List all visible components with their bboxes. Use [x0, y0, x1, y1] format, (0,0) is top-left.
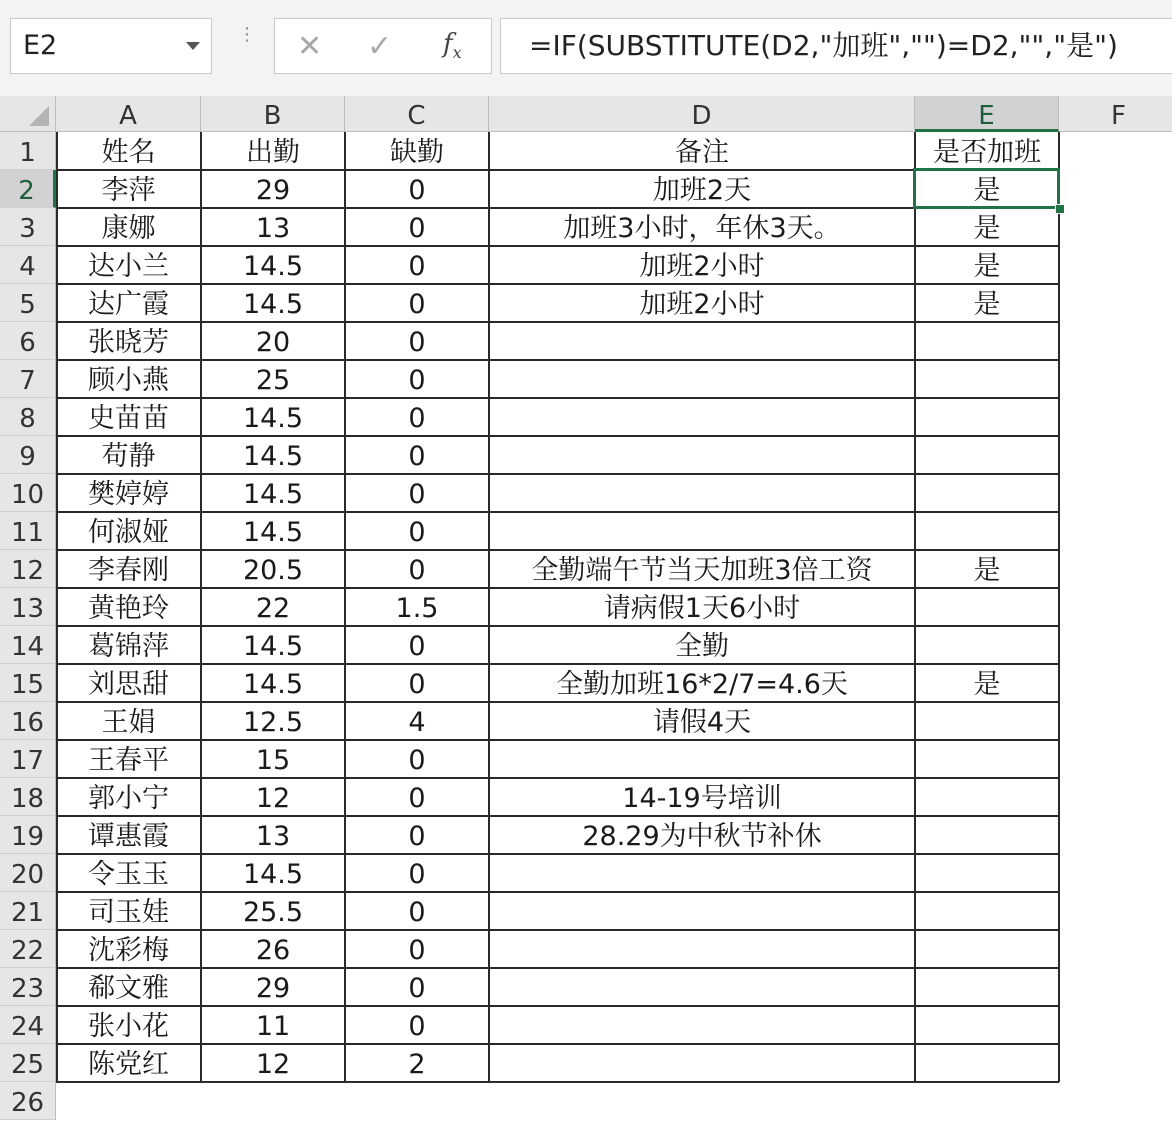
fill-handle[interactable] — [1055, 204, 1065, 214]
cell-c7[interactable]: 0 — [408, 365, 426, 396]
table-border-horizontal — [56, 511, 1059, 513]
cell-e23[interactable] — [915, 968, 1059, 1006]
cell-d4[interactable]: 加班2小时 — [639, 251, 765, 282]
table-border-horizontal — [56, 929, 1059, 931]
table-border-horizontal — [56, 777, 1059, 779]
cell-e2[interactable]: 是 — [973, 175, 1001, 206]
cell-b5[interactable]: 14.5 — [242, 289, 304, 320]
cell-c10[interactable]: 0 — [408, 479, 426, 510]
cell-a22[interactable]: 沈彩梅 — [88, 935, 169, 966]
cell-e24[interactable] — [915, 1006, 1059, 1044]
cell-f24[interactable] — [1059, 1006, 1172, 1044]
row-header-21[interactable]: 21 — [0, 892, 56, 930]
cell-d11[interactable] — [489, 512, 915, 550]
table-border-vertical — [914, 132, 916, 1082]
cell-e8[interactable] — [915, 398, 1059, 436]
cell-f25[interactable] — [1059, 1044, 1172, 1082]
cell-d22[interactable] — [489, 930, 915, 968]
cell-b3[interactable]: 13 — [255, 213, 291, 244]
column-header-d[interactable]: D — [489, 96, 915, 132]
cell-e5[interactable]: 是 — [973, 289, 1001, 320]
column-header-e[interactable]: E — [915, 96, 1059, 132]
table-border-horizontal — [56, 473, 1059, 475]
cell-c2[interactable]: 0 — [408, 175, 426, 206]
row-header-24[interactable]: 24 — [0, 1006, 56, 1044]
cell-f6[interactable] — [1059, 322, 1172, 360]
cell-d7[interactable] — [489, 360, 915, 398]
cell-b11[interactable]: 14.5 — [242, 517, 304, 548]
cell-f18[interactable] — [1059, 778, 1172, 816]
cell-a14[interactable]: 葛锦萍 — [88, 631, 169, 662]
cell-e20[interactable] — [915, 854, 1059, 892]
cell-a2[interactable]: 李萍 — [101, 175, 156, 206]
cell-a11[interactable]: 何淑娅 — [88, 517, 169, 548]
cell-f3[interactable] — [1059, 208, 1172, 246]
cell-a3[interactable]: 康娜 — [101, 213, 156, 244]
cell-b19[interactable]: 13 — [255, 821, 291, 852]
cell-e9[interactable] — [915, 436, 1059, 474]
cell-c5[interactable]: 0 — [408, 289, 426, 320]
select-all-button[interactable] — [0, 96, 56, 132]
cell-e13[interactable] — [915, 588, 1059, 626]
row-header-7[interactable]: 7 — [0, 360, 56, 398]
cell-d10[interactable] — [489, 474, 915, 512]
cell-e10[interactable] — [915, 474, 1059, 512]
cell-f19[interactable] — [1059, 816, 1172, 854]
cell-a7[interactable]: 顾小燕 — [88, 365, 169, 396]
table-border-horizontal — [56, 891, 1059, 893]
column-header-a[interactable]: A — [56, 96, 201, 132]
cell-d23[interactable] — [489, 968, 915, 1006]
cell-e7[interactable] — [915, 360, 1059, 398]
cell-d6[interactable] — [489, 322, 915, 360]
table-border-horizontal — [56, 549, 1059, 551]
table-border-horizontal — [56, 739, 1059, 741]
cell-e14[interactable] — [915, 626, 1059, 664]
cell-a23[interactable]: 郗文雅 — [88, 973, 169, 1004]
cell-e19[interactable] — [915, 816, 1059, 854]
cell-grid[interactable] — [56, 132, 1172, 1110]
cell-f20[interactable] — [1059, 854, 1172, 892]
cell-c14[interactable]: 0 — [408, 631, 426, 662]
cell-e25[interactable] — [915, 1044, 1059, 1082]
row-header-13[interactable]: 13 — [0, 588, 56, 626]
cell-d12[interactable]: 全勤端午节当天加班3倍工资 — [531, 555, 873, 586]
cell-f10[interactable] — [1059, 474, 1172, 512]
cell-c1[interactable]: 缺勤 — [390, 137, 444, 168]
cell-a1[interactable]: 姓名 — [101, 137, 156, 168]
cell-e6[interactable] — [915, 322, 1059, 360]
cell-e17[interactable] — [915, 740, 1059, 778]
cell-b1[interactable]: 出勤 — [246, 137, 300, 168]
cell-a15[interactable]: 刘思甜 — [88, 669, 169, 700]
table-border-horizontal — [56, 397, 1059, 399]
cell-c21[interactable]: 0 — [408, 897, 426, 928]
row-header-6[interactable]: 6 — [0, 322, 56, 360]
cell-b21[interactable]: 25.5 — [242, 897, 304, 928]
cell-b25[interactable]: 12 — [255, 1049, 291, 1080]
formula-input[interactable] — [500, 18, 1172, 74]
table-border-horizontal — [56, 1043, 1059, 1045]
cell-d3[interactable]: 加班3小时，年休3天。 — [563, 213, 841, 244]
table-border-horizontal — [56, 207, 1059, 209]
row-header-25[interactable]: 25 — [0, 1044, 56, 1082]
cell-a6[interactable]: 张晓芳 — [88, 327, 169, 358]
cell-f26[interactable] — [1059, 1082, 1172, 1120]
row-header-20[interactable]: 20 — [0, 854, 56, 892]
table-border-horizontal — [56, 625, 1059, 627]
fx-sub: x — [452, 43, 462, 63]
cell-d21[interactable] — [489, 892, 915, 930]
cell-f21[interactable] — [1059, 892, 1172, 930]
cell-c23[interactable]: 0 — [408, 973, 426, 1004]
table-border-horizontal — [56, 245, 1059, 247]
cell-b24[interactable]: 11 — [255, 1011, 291, 1042]
table-border-vertical — [488, 132, 490, 1082]
cell-e4[interactable]: 是 — [973, 251, 1001, 282]
row-header-1[interactable]: 1 — [0, 132, 56, 170]
cell-f15[interactable] — [1059, 664, 1172, 702]
row-header-8[interactable]: 8 — [0, 398, 56, 436]
row-header-4[interactable]: 4 — [0, 246, 56, 284]
cell-c15[interactable]: 0 — [408, 669, 426, 700]
cell-d2[interactable]: 加班2天 — [652, 175, 752, 206]
cell-d9[interactable] — [489, 436, 915, 474]
cell-f14[interactable] — [1059, 626, 1172, 664]
cell-b15[interactable]: 14.5 — [242, 669, 304, 700]
table-border-horizontal — [56, 321, 1059, 323]
table-border-horizontal — [56, 1081, 1059, 1083]
cell-a25[interactable]: 陈党红 — [88, 1049, 169, 1080]
select-all-icon — [29, 106, 49, 126]
table-border-horizontal — [56, 663, 1059, 665]
cell-c12[interactable]: 0 — [408, 555, 426, 586]
cell-d18[interactable]: 14-19号培训 — [622, 783, 782, 814]
cell-b4[interactable]: 14.5 — [242, 251, 304, 282]
cell-b20[interactable]: 14.5 — [242, 859, 304, 890]
name-box[interactable] — [10, 18, 212, 74]
cell-b22[interactable]: 26 — [255, 935, 291, 966]
cell-c16[interactable]: 4 — [408, 707, 426, 738]
row-header-3[interactable]: 3 — [0, 208, 56, 246]
more-options-icon[interactable]: ⋮ — [238, 24, 256, 45]
cell-d24[interactable] — [489, 1006, 915, 1044]
cell-f22[interactable] — [1059, 930, 1172, 968]
cell-b26[interactable] — [201, 1082, 345, 1120]
cell-b2[interactable]: 29 — [255, 175, 291, 206]
row-header-14[interactable]: 14 — [0, 626, 56, 664]
cell-c9[interactable]: 0 — [408, 441, 426, 472]
cell-c20[interactable]: 0 — [408, 859, 426, 890]
name-box-value: E2 — [23, 30, 58, 61]
cell-a24[interactable]: 张小花 — [88, 1011, 169, 1042]
cell-f23[interactable] — [1059, 968, 1172, 1006]
row-header-22[interactable]: 22 — [0, 930, 56, 968]
cell-b14[interactable]: 14.5 — [242, 631, 304, 662]
cell-a20[interactable]: 令玉玉 — [88, 859, 169, 890]
cell-a17[interactable]: 王春平 — [88, 745, 169, 776]
fx-label: f — [443, 29, 453, 59]
table-border-horizontal — [56, 283, 1059, 285]
cell-c17[interactable]: 0 — [408, 745, 426, 776]
cell-d14[interactable]: 全勤 — [675, 631, 729, 662]
row-header-19[interactable]: 19 — [0, 816, 56, 854]
cell-e15[interactable]: 是 — [973, 669, 1001, 700]
cell-e18[interactable] — [915, 778, 1059, 816]
table-border-vertical — [1058, 132, 1060, 1082]
table-border-horizontal — [56, 169, 1059, 171]
cell-a5[interactable]: 达广霞 — [88, 289, 169, 320]
cell-d20[interactable] — [489, 854, 915, 892]
column-header-f[interactable]: F — [1059, 96, 1172, 132]
row-header-17[interactable]: 17 — [0, 740, 56, 778]
cell-a18[interactable]: 郭小宁 — [88, 783, 169, 814]
table-border-vertical — [200, 132, 202, 1082]
cell-c8[interactable]: 0 — [408, 403, 426, 434]
cell-f12[interactable] — [1059, 550, 1172, 588]
cell-d5[interactable]: 加班2小时 — [639, 289, 765, 320]
cell-f4[interactable] — [1059, 246, 1172, 284]
cell-a16[interactable]: 王娟 — [101, 707, 156, 738]
cell-e22[interactable] — [915, 930, 1059, 968]
cell-f1[interactable] — [1059, 132, 1172, 170]
cell-b7[interactable]: 25 — [255, 365, 291, 396]
cell-e1[interactable]: 是否加班 — [933, 137, 1041, 168]
cell-b18[interactable]: 12 — [255, 783, 291, 814]
cell-a9[interactable]: 苟静 — [101, 441, 156, 472]
table-border-horizontal — [56, 853, 1059, 855]
cell-b23[interactable]: 29 — [255, 973, 291, 1004]
column-header-c[interactable]: C — [345, 96, 489, 132]
cell-b12[interactable]: 20.5 — [242, 555, 304, 586]
cell-c4[interactable]: 0 — [408, 251, 426, 282]
table-border-vertical — [344, 132, 346, 1082]
cell-a19[interactable]: 谭惠霞 — [88, 821, 169, 852]
table-border-horizontal — [56, 435, 1059, 437]
table-border-horizontal — [56, 587, 1059, 589]
cell-c25[interactable]: 2 — [408, 1049, 426, 1080]
row-header-10[interactable]: 10 — [0, 474, 56, 512]
table-border-horizontal — [56, 1005, 1059, 1007]
insert-function-icon[interactable] — [443, 29, 462, 62]
cell-d15[interactable]: 全勤加班16*2/7=4.6天 — [556, 669, 848, 700]
cell-e21[interactable] — [915, 892, 1059, 930]
cell-f5[interactable] — [1059, 284, 1172, 322]
table-border-vertical — [56, 132, 58, 1082]
table-border-horizontal — [56, 701, 1059, 703]
cell-c13[interactable]: 1.5 — [395, 593, 439, 624]
row-header-9[interactable]: 9 — [0, 436, 56, 474]
cell-a8[interactable]: 史苗苗 — [88, 403, 169, 434]
row-header-26[interactable]: 26 — [0, 1082, 56, 1120]
cell-b13[interactable]: 22 — [255, 593, 291, 624]
cell-e11[interactable] — [915, 512, 1059, 550]
table-border-horizontal — [56, 815, 1059, 817]
cell-a21[interactable]: 司玉娃 — [88, 897, 169, 928]
cell-a26[interactable] — [56, 1082, 201, 1120]
row-header-12[interactable]: 12 — [0, 550, 56, 588]
cell-d19[interactable]: 28.29为中秋节补休 — [582, 821, 822, 852]
table-border-horizontal — [56, 359, 1059, 361]
cell-a12[interactable]: 李春刚 — [88, 555, 169, 586]
table-border-horizontal — [56, 967, 1059, 969]
cell-c3[interactable]: 0 — [408, 213, 426, 244]
formula-text: =IF(SUBSTITUTE(D2,"加班","")=D2,"","是") — [529, 29, 1118, 62]
cell-f9[interactable] — [1059, 436, 1172, 474]
cell-b6[interactable]: 20 — [255, 327, 291, 358]
row-header-15[interactable]: 15 — [0, 664, 56, 702]
cell-c19[interactable]: 0 — [408, 821, 426, 852]
cell-e26[interactable] — [915, 1082, 1059, 1120]
cell-f11[interactable] — [1059, 512, 1172, 550]
cell-c24[interactable]: 0 — [408, 1011, 426, 1042]
cell-a4[interactable]: 达小兰 — [88, 251, 169, 282]
cell-d25[interactable] — [489, 1044, 915, 1082]
enter-icon[interactable]: ✓ — [367, 29, 393, 64]
cell-f13[interactable] — [1059, 588, 1172, 626]
cell-b8[interactable]: 14.5 — [242, 403, 304, 434]
cell-d16[interactable]: 请假4天 — [652, 707, 752, 738]
cell-c22[interactable]: 0 — [408, 935, 426, 966]
column-headers — [56, 96, 1172, 132]
cell-c18[interactable]: 0 — [408, 783, 426, 814]
cell-e16[interactable] — [915, 702, 1059, 740]
cell-e3[interactable]: 是 — [973, 213, 1001, 244]
cell-b16[interactable]: 12.5 — [242, 707, 304, 738]
cell-f17[interactable] — [1059, 740, 1172, 778]
cell-d1[interactable]: 备注 — [675, 137, 729, 168]
row-header-16[interactable]: 16 — [0, 702, 56, 740]
column-header-b[interactable]: B — [201, 96, 345, 132]
cell-f8[interactable] — [1059, 398, 1172, 436]
cell-b9[interactable]: 14.5 — [242, 441, 304, 472]
cell-c26[interactable] — [345, 1082, 489, 1120]
row-header-23[interactable]: 23 — [0, 968, 56, 1006]
cell-e12[interactable]: 是 — [973, 555, 1001, 586]
cell-f2[interactable] — [1059, 170, 1172, 208]
row-header-18[interactable]: 18 — [0, 778, 56, 816]
formula-buttons — [274, 18, 492, 74]
cancel-icon[interactable]: ✕ — [297, 29, 323, 64]
cell-b17[interactable]: 15 — [255, 745, 291, 776]
row-header-2[interactable]: 2 — [0, 170, 56, 208]
cell-d13[interactable]: 请病假1天6小时 — [603, 593, 801, 624]
row-header-11[interactable]: 11 — [0, 512, 56, 550]
formula-bar — [0, 0, 1172, 96]
name-box-dropdown-icon[interactable] — [186, 42, 200, 50]
cell-d8[interactable] — [489, 398, 915, 436]
cell-a10[interactable]: 樊婷婷 — [88, 479, 169, 510]
cell-f7[interactable] — [1059, 360, 1172, 398]
row-header-5[interactable]: 5 — [0, 284, 56, 322]
cell-d17[interactable] — [489, 740, 915, 778]
cell-b10[interactable]: 14.5 — [242, 479, 304, 510]
cell-c6[interactable]: 0 — [408, 327, 426, 358]
cell-a13[interactable]: 黄艳玲 — [88, 593, 169, 624]
cell-f16[interactable] — [1059, 702, 1172, 740]
cell-c11[interactable]: 0 — [408, 517, 426, 548]
cell-d26[interactable] — [489, 1082, 915, 1120]
